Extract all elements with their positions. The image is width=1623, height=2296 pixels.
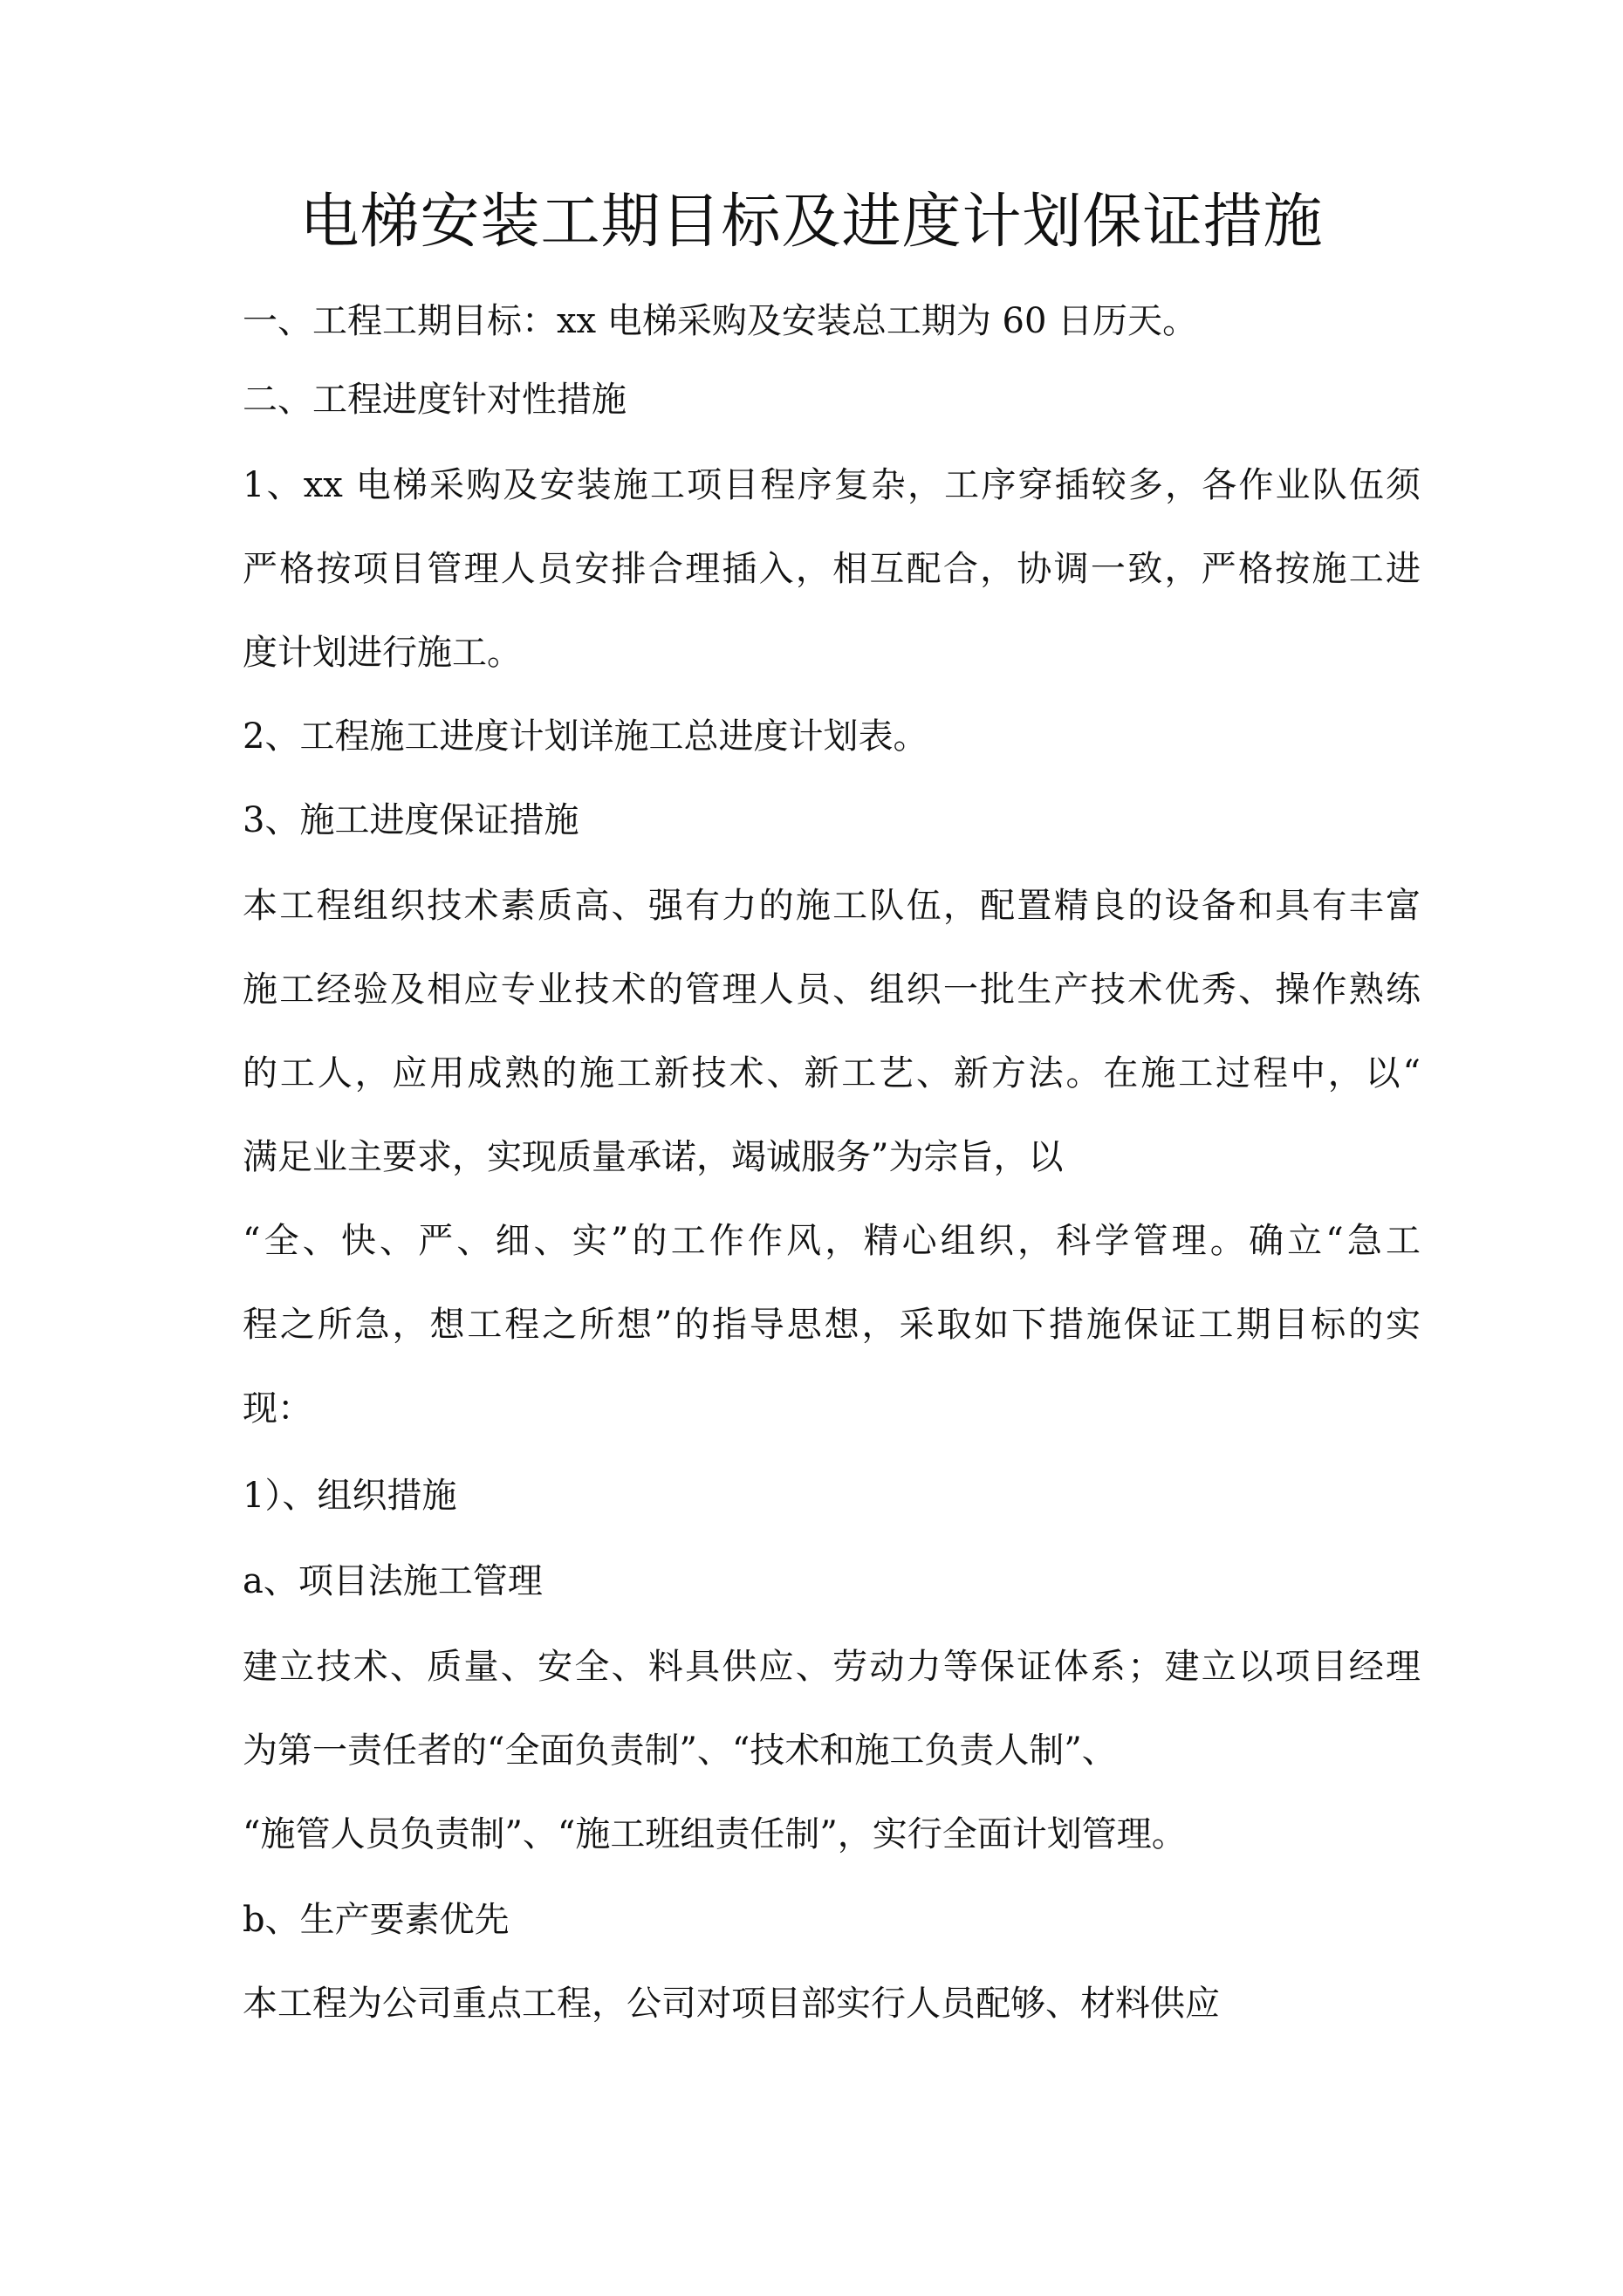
line-7-subheading: 3、施工进度保证措施 (243, 800, 579, 840)
line-16-subheading: a、项目法施工管理 (243, 1561, 543, 1601)
line-21: 本工程为公司重点工程，公司对项目部实行人员配够、材料供应 (243, 1984, 1220, 2024)
line-13: 程之所急，想工程之所想”的指导思想，采取如下措施保证工期目标的实 (243, 1305, 1421, 1345)
line-5: 度计划进行施工。 (243, 633, 522, 673)
line-17: 建立技术、质量、安全、料具供应、劳动力等保证体系；建立以项目经理 (243, 1647, 1421, 1687)
line-11: 满足业主要求，实现质量承诺，竭诚服务”为宗旨，以 (243, 1137, 1064, 1177)
line-8: 本工程组织技术素质高、强有力的施工队伍，配置精良的设备和具有丰富 (243, 886, 1421, 926)
line-10: 的工人，应用成熟的施工新技术、新工艺、新方法。在施工过程中，以“ (243, 1053, 1421, 1093)
line-4: 严格按项目管理人员安排合理插入，相互配合，协调一致，严格按施工进 (243, 549, 1421, 589)
line-14: 现： (243, 1388, 312, 1429)
line-9: 施工经验及相应专业技术的管理人员、组织一批生产技术优秀、操作熟练 (243, 970, 1421, 1010)
line-6: 2、工程施工进度计划详施工总进度计划表。 (243, 716, 928, 757)
line-3: 1、xx 电梯采购及安装施工项目程序复杂，工序穿插较多，各作业队伍须 (243, 465, 1421, 505)
document-title: 电梯安装工期目标及进度计划保证措施 (299, 188, 1324, 257)
line-12: “全、快、严、细、实”的工作作风，精心组织，科学管理。确立“急工 (243, 1221, 1421, 1261)
line-19: “施管人员负责制”、“施工班组责任制”，实行全面计划管理。 (243, 1814, 1187, 1854)
line-2-section-heading: 二、工程进度针对性措施 (243, 380, 627, 420)
line-1-schedule-goal: 一、工程工期目标：xx 电梯采购及安装总工期为 60 日历天。 (243, 301, 1198, 341)
line-15-subheading: 1）、组织措施 (243, 1476, 457, 1516)
line-20-subheading: b、生产要素优先 (243, 1900, 510, 1940)
line-18: 为第一责任者的“全面负责制”、“技术和施工负责人制”、 (243, 1731, 1117, 1771)
